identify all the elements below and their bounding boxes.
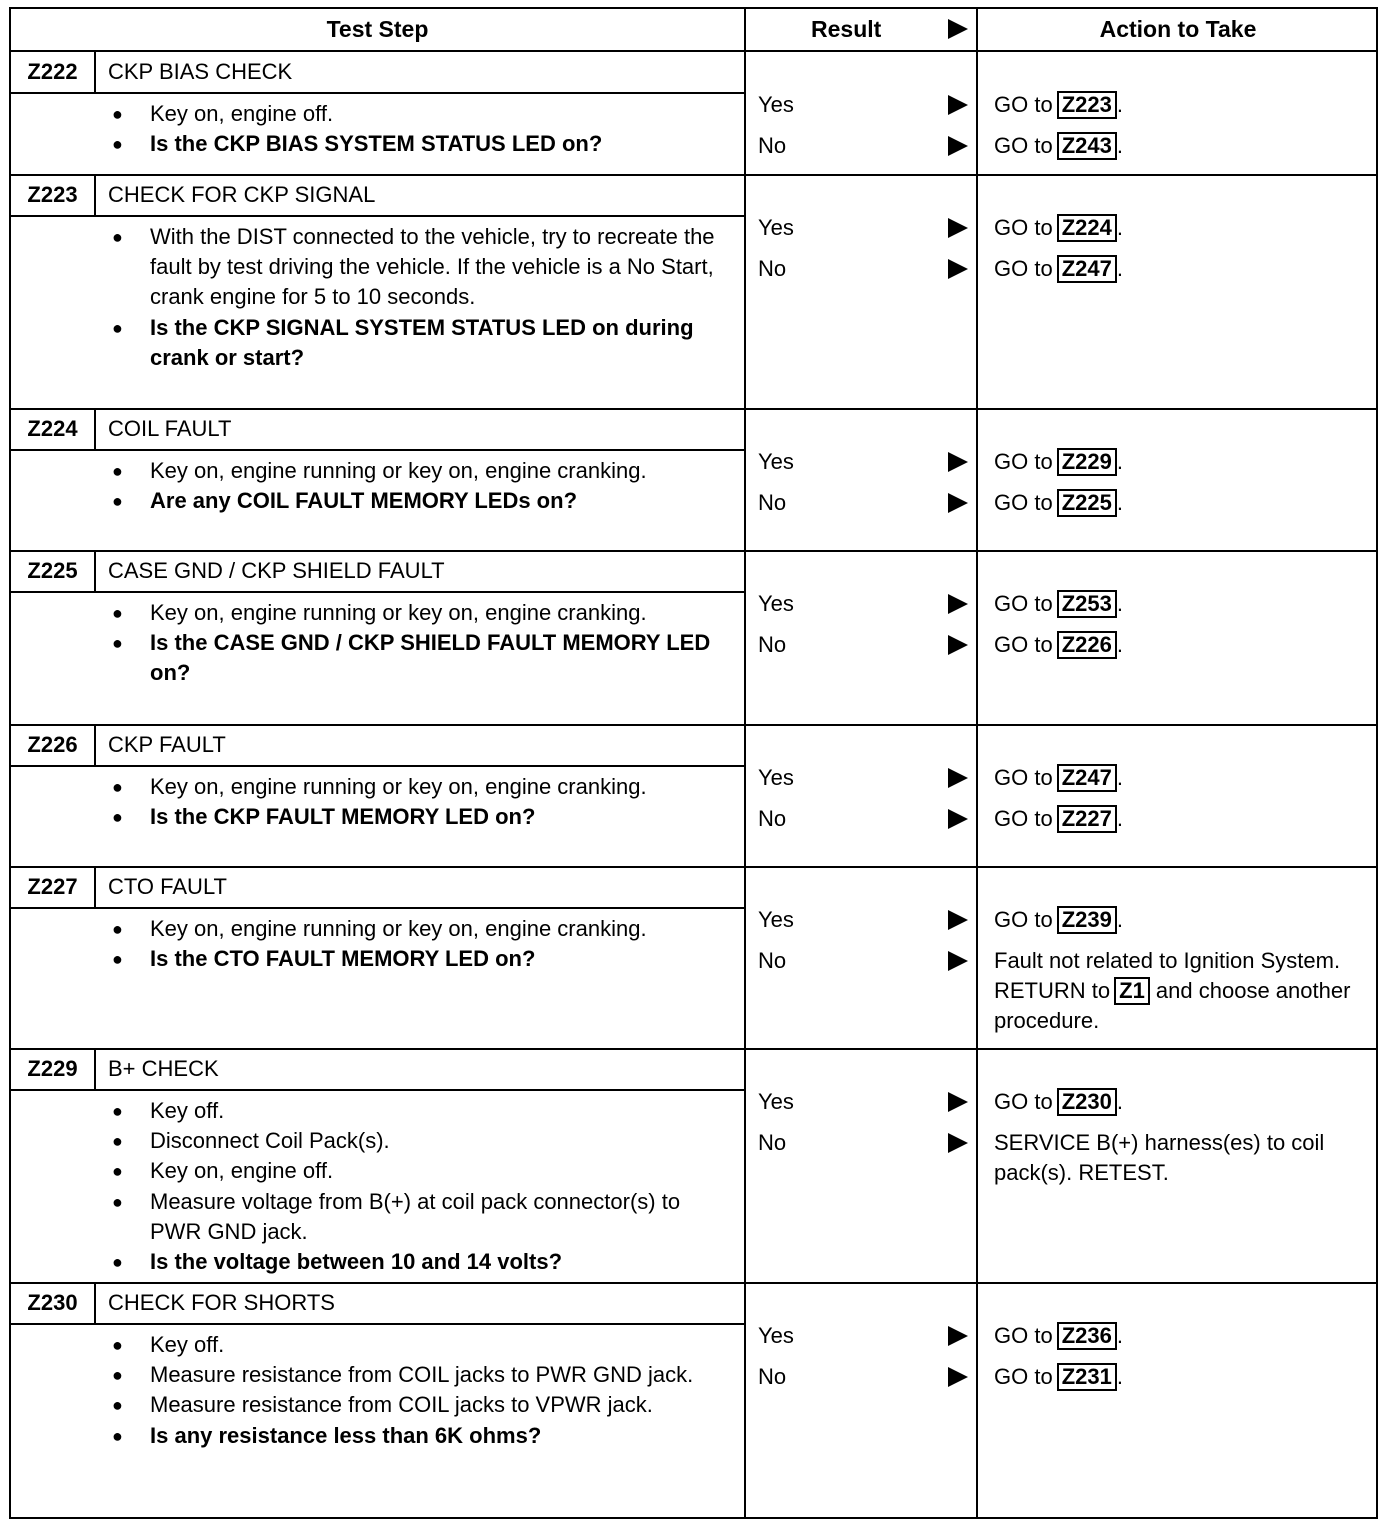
action-instruction: GO to bbox=[994, 632, 1053, 657]
step-instructions bbox=[106, 1330, 716, 1451]
step-instructions bbox=[106, 99, 716, 159]
title-divider bbox=[11, 215, 744, 217]
action-instruction: GO to bbox=[994, 256, 1053, 281]
instruction-item: ● Is the CKP FAULT MEMORY LED on? bbox=[106, 802, 716, 832]
instruction-item: ● Measure voltage from B(+) at coil pack connector(s) to PWR GND jack. bbox=[106, 1187, 716, 1247]
instruction-item: ● Key on, engine running or key on, engine cranking. bbox=[106, 914, 716, 944]
arrow-icon bbox=[948, 136, 968, 156]
step-reference-link[interactable]: Z227 bbox=[1057, 805, 1117, 833]
title-divider bbox=[11, 1323, 744, 1325]
step-reference-link[interactable]: Z1 bbox=[1114, 977, 1150, 1005]
step-code: Z223 bbox=[27, 182, 78, 207]
step-reference-link[interactable]: Z236 bbox=[1057, 1322, 1117, 1350]
action-instruction: GO to bbox=[994, 215, 1053, 240]
step-title: COIL FAULT bbox=[108, 416, 232, 441]
step-code: Z229 bbox=[27, 1056, 78, 1081]
column-divider bbox=[976, 9, 978, 1517]
step-reference-link[interactable]: Z247 bbox=[1057, 764, 1117, 792]
step-instructions bbox=[106, 598, 716, 689]
header-result: Result bbox=[811, 16, 882, 42]
header-test-step: Test Step bbox=[326, 16, 429, 42]
step-reference-link[interactable]: Z239 bbox=[1057, 906, 1117, 934]
step-title: CKP BIAS CHECK bbox=[108, 59, 293, 84]
action-text bbox=[994, 1128, 1364, 1188]
step-reference-link[interactable]: Z226 bbox=[1057, 631, 1117, 659]
result-label: Yes bbox=[758, 449, 794, 474]
result-label: No bbox=[758, 1130, 787, 1155]
result-label: No bbox=[758, 133, 787, 158]
action-text bbox=[994, 905, 1364, 935]
step-code: Z227 bbox=[27, 874, 78, 899]
action-tail: . bbox=[1116, 490, 1123, 515]
arrow-icon bbox=[948, 218, 968, 238]
action-instruction: GO to bbox=[994, 92, 1053, 117]
step-title: CASE GND / CKP SHIELD FAULT bbox=[108, 558, 445, 583]
action-tail: . bbox=[1116, 92, 1123, 117]
action-text bbox=[994, 254, 1364, 284]
step-code: Z226 bbox=[27, 732, 78, 757]
arrow-icon bbox=[948, 1326, 968, 1346]
arrow-icon bbox=[948, 452, 968, 472]
arrow-icon bbox=[948, 910, 968, 930]
action-text bbox=[994, 488, 1364, 518]
result-label: No bbox=[758, 1364, 787, 1389]
step-reference-link[interactable]: Z223 bbox=[1057, 91, 1117, 119]
action-instruction: Fault not related to Ignition System. RETURN to bbox=[994, 948, 1341, 1003]
instruction-item: ● With the DIST connected to the vehicle, try to recreate the fault by test driving the vehicle. If the vehicle is a No Start, crank engine for 5 to 10 seconds. bbox=[106, 222, 716, 313]
result-label: Yes bbox=[758, 765, 794, 790]
action-text bbox=[994, 589, 1364, 619]
action-tail: and choose another procedure. bbox=[994, 978, 1351, 1033]
instruction-item: ● Is the CASE GND / CKP SHIELD FAULT MEMORY LED on? bbox=[106, 628, 716, 688]
instruction-item: ● Key off. bbox=[106, 1096, 716, 1126]
arrow-icon bbox=[948, 1367, 968, 1387]
action-text bbox=[994, 763, 1364, 793]
arrow-icon bbox=[948, 1133, 968, 1153]
arrow-icon bbox=[948, 95, 968, 115]
action-tail: . bbox=[1116, 765, 1123, 790]
code-separator bbox=[94, 867, 96, 907]
step-code: Z222 bbox=[27, 59, 78, 84]
instruction-item: ● Key on, engine running or key on, engine cranking. bbox=[106, 772, 716, 802]
result-label: No bbox=[758, 806, 787, 831]
action-instruction: GO to bbox=[994, 591, 1053, 616]
code-separator bbox=[94, 1283, 96, 1323]
code-separator bbox=[94, 175, 96, 215]
action-tail: . bbox=[1116, 632, 1123, 657]
step-instructions bbox=[106, 772, 716, 832]
instruction-item: ● Key on, engine running or key on, engine cranking. bbox=[106, 598, 716, 628]
action-instruction: GO to bbox=[994, 133, 1053, 158]
action-instruction: GO to bbox=[994, 1364, 1053, 1389]
step-reference-link[interactable]: Z247 bbox=[1057, 255, 1117, 283]
code-separator bbox=[94, 1049, 96, 1089]
arrow-icon bbox=[948, 635, 968, 655]
action-instruction: GO to bbox=[994, 806, 1053, 831]
arrow-icon bbox=[948, 594, 968, 614]
instruction-item: ● Is the CKP BIAS SYSTEM STATUS LED on? bbox=[106, 129, 716, 159]
title-divider bbox=[11, 591, 744, 593]
step-code: Z224 bbox=[27, 416, 78, 441]
action-text bbox=[994, 946, 1364, 1036]
action-instruction: GO to bbox=[994, 907, 1053, 932]
arrow-icon bbox=[948, 768, 968, 788]
action-text bbox=[994, 90, 1364, 120]
step-reference-link[interactable]: Z253 bbox=[1057, 590, 1117, 618]
arrow-icon bbox=[948, 19, 968, 39]
result-label: Yes bbox=[758, 92, 794, 117]
instruction-item: ● Key on, engine off. bbox=[106, 99, 716, 129]
action-text bbox=[994, 1321, 1364, 1351]
instruction-item: ● Is the CTO FAULT MEMORY LED on? bbox=[106, 944, 716, 974]
step-instructions bbox=[106, 914, 716, 974]
action-tail: . bbox=[1116, 1089, 1123, 1114]
step-instructions bbox=[106, 456, 716, 516]
action-text bbox=[994, 630, 1364, 660]
action-tail: . bbox=[1116, 1323, 1123, 1348]
step-title: CHECK FOR CKP SIGNAL bbox=[108, 182, 376, 207]
diagnostic-table bbox=[9, 7, 1378, 1519]
code-separator bbox=[94, 409, 96, 449]
instruction-item: ● Is the CKP SIGNAL SYSTEM STATUS LED on during crank or start? bbox=[106, 313, 716, 373]
instruction-item: ● Measure resistance from COIL jacks to VPWR jack. bbox=[106, 1390, 716, 1420]
step-instructions bbox=[106, 222, 716, 373]
action-tail: . bbox=[1116, 591, 1123, 616]
title-divider bbox=[11, 765, 744, 767]
result-label: No bbox=[758, 948, 787, 973]
result-label: Yes bbox=[758, 215, 794, 240]
action-text bbox=[994, 804, 1364, 834]
result-label: No bbox=[758, 490, 787, 515]
title-divider bbox=[11, 907, 744, 909]
code-separator bbox=[94, 52, 96, 92]
step-code: Z230 bbox=[27, 1290, 78, 1315]
result-label: Yes bbox=[758, 1323, 794, 1348]
arrow-icon bbox=[948, 493, 968, 513]
step-reference-link[interactable]: Z231 bbox=[1057, 1363, 1117, 1391]
step-title: B+ CHECK bbox=[108, 1056, 219, 1081]
result-label: Yes bbox=[758, 907, 794, 932]
step-code: Z225 bbox=[27, 558, 78, 583]
action-tail: . bbox=[1116, 806, 1123, 831]
action-text bbox=[994, 213, 1364, 243]
action-tail: . bbox=[1116, 1364, 1123, 1389]
action-tail: . bbox=[1116, 907, 1123, 932]
action-text bbox=[994, 447, 1364, 477]
action-instruction: GO to bbox=[994, 1089, 1053, 1114]
step-title: CKP FAULT bbox=[108, 732, 226, 757]
arrow-icon bbox=[948, 951, 968, 971]
step-reference-link[interactable]: Z224 bbox=[1057, 214, 1117, 242]
action-instruction: GO to bbox=[994, 1323, 1053, 1348]
action-instruction: GO to bbox=[994, 490, 1053, 515]
column-divider bbox=[744, 9, 746, 1517]
title-divider bbox=[11, 449, 744, 451]
title-divider bbox=[11, 1089, 744, 1091]
action-tail: . bbox=[1116, 215, 1123, 240]
result-label: No bbox=[758, 632, 787, 657]
code-separator bbox=[94, 725, 96, 765]
step-reference-link[interactable]: Z229 bbox=[1057, 448, 1117, 476]
action-instruction: GO to bbox=[994, 765, 1053, 790]
action-tail: . bbox=[1116, 449, 1123, 474]
instruction-item: ● Are any COIL FAULT MEMORY LEDs on? bbox=[106, 486, 716, 516]
instruction-item: ● Is the voltage between 10 and 14 volts? bbox=[106, 1247, 716, 1277]
result-label: Yes bbox=[758, 591, 794, 616]
action-text bbox=[994, 1087, 1364, 1117]
instruction-item: ● Is any resistance less than 6K ohms? bbox=[106, 1421, 716, 1451]
action-text bbox=[994, 1362, 1364, 1392]
step-reference-link[interactable]: Z225 bbox=[1057, 489, 1117, 517]
step-instructions bbox=[106, 1096, 716, 1277]
step-title: CHECK FOR SHORTS bbox=[108, 1290, 335, 1315]
action-text bbox=[994, 131, 1364, 161]
instruction-item: ● Key off. bbox=[106, 1330, 716, 1360]
result-label: No bbox=[758, 256, 787, 281]
title-divider bbox=[11, 92, 744, 94]
header-action: Action to Take bbox=[1099, 16, 1257, 42]
step-reference-link[interactable]: Z243 bbox=[1057, 132, 1117, 160]
action-tail: . bbox=[1116, 133, 1123, 158]
step-reference-link[interactable]: Z230 bbox=[1057, 1088, 1117, 1116]
arrow-icon bbox=[948, 809, 968, 829]
code-separator bbox=[94, 551, 96, 591]
step-title: CTO FAULT bbox=[108, 874, 227, 899]
instruction-item: ● Key on, engine running or key on, engine cranking. bbox=[106, 456, 716, 486]
instruction-item: ● Key on, engine off. bbox=[106, 1156, 716, 1186]
arrow-icon bbox=[948, 259, 968, 279]
arrow-icon bbox=[948, 1092, 968, 1112]
instruction-item: ● Disconnect Coil Pack(s). bbox=[106, 1126, 716, 1156]
instruction-item: ● Measure resistance from COIL jacks to PWR GND jack. bbox=[106, 1360, 716, 1390]
action-instruction: SERVICE B(+) harness(es) to coil pack(s). RETEST. bbox=[994, 1130, 1325, 1185]
action-instruction: GO to bbox=[994, 449, 1053, 474]
action-tail: . bbox=[1116, 256, 1123, 281]
result-label: Yes bbox=[758, 1089, 794, 1114]
